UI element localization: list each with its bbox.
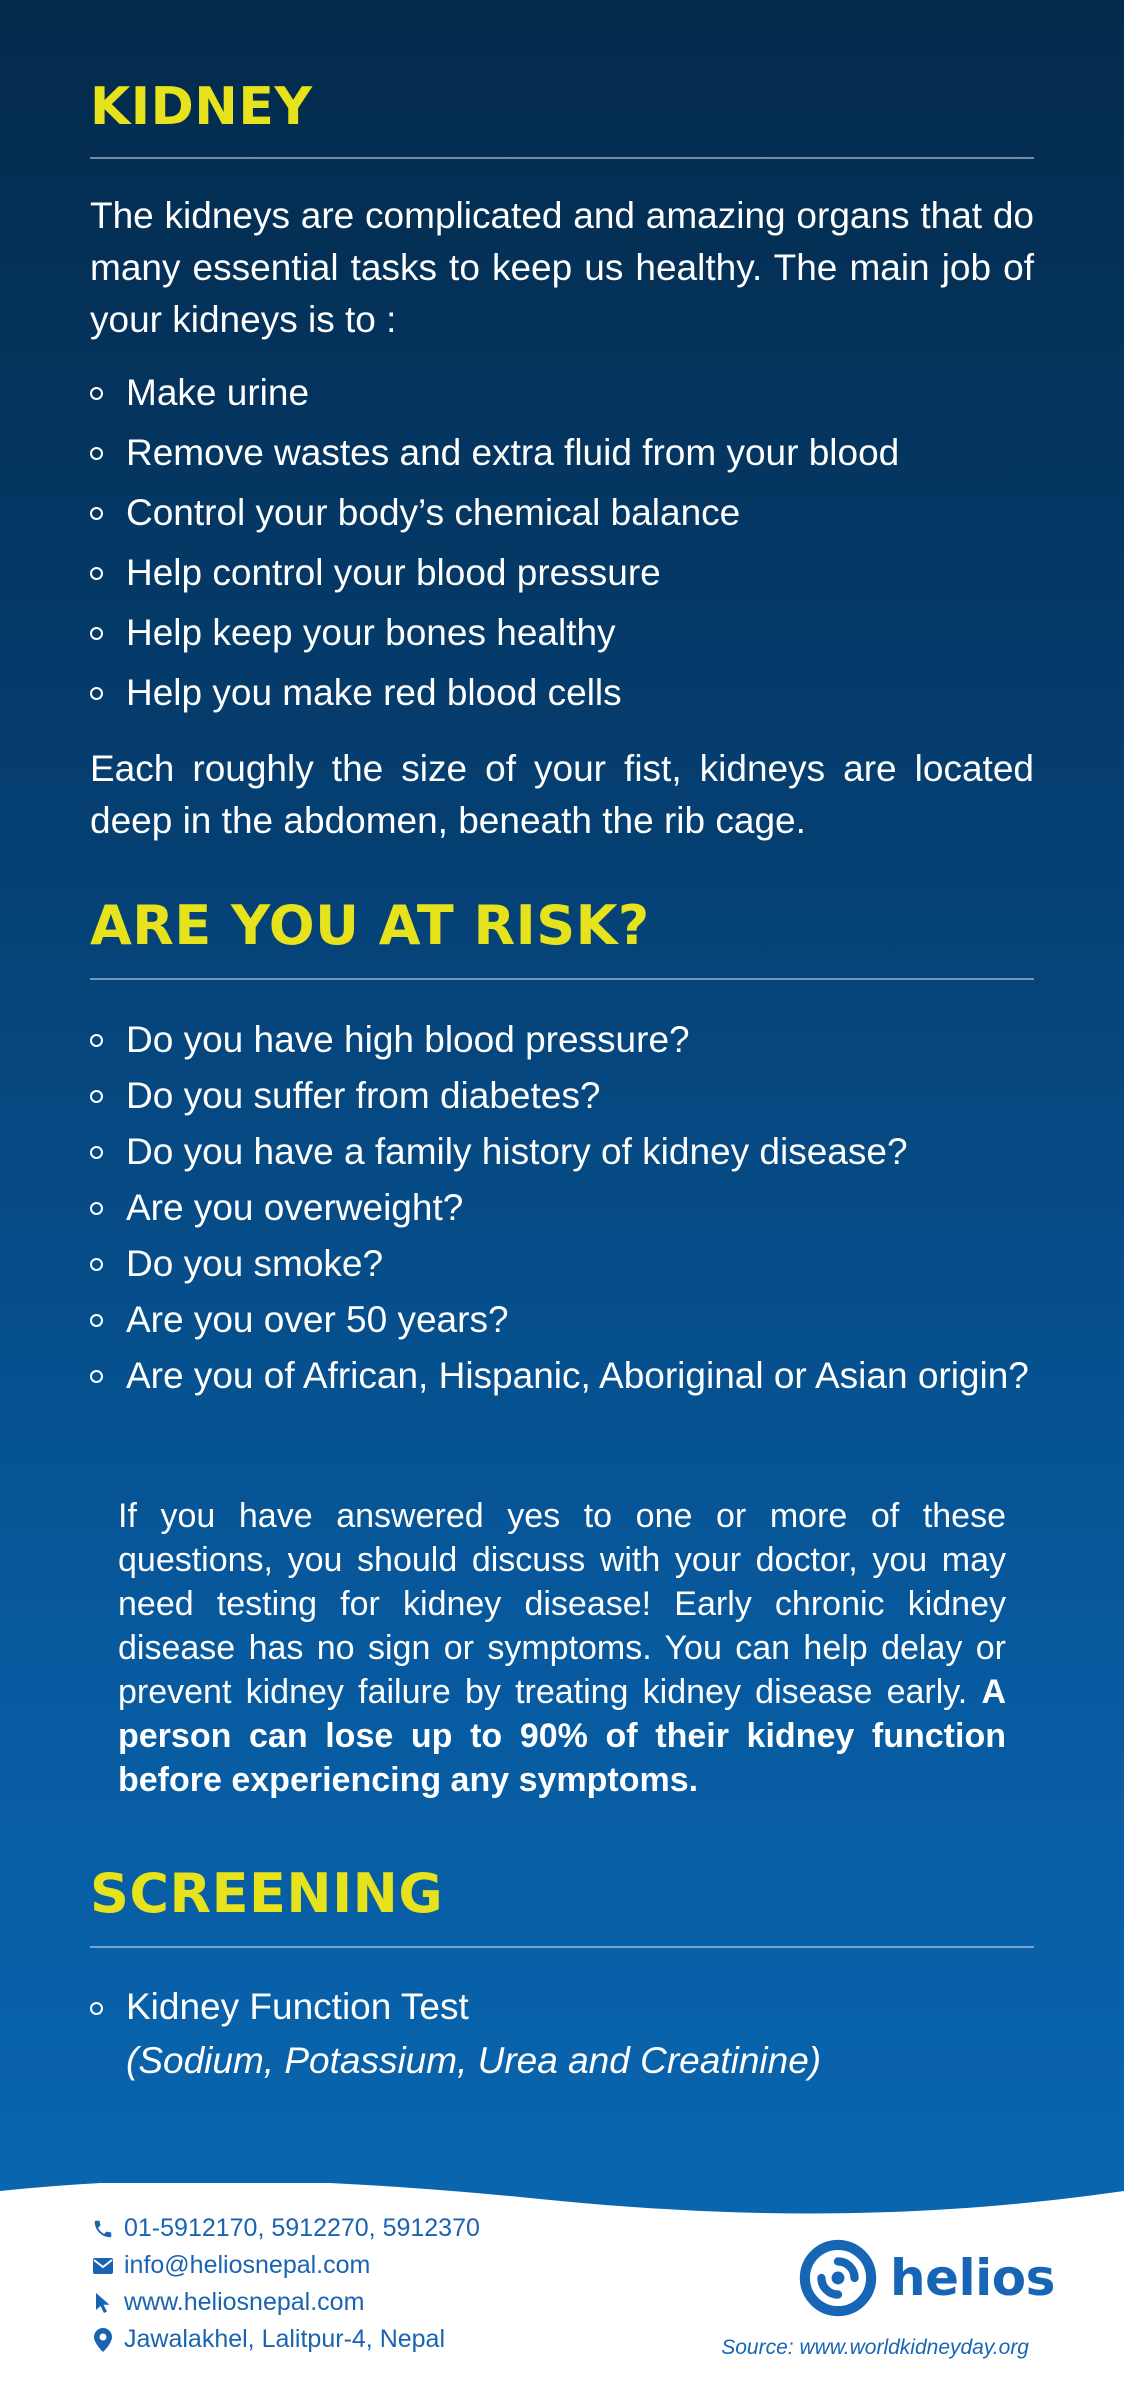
helios-swirl-icon	[792, 2232, 884, 2324]
bullet-icon	[90, 447, 103, 460]
list-item: Do you have high blood pressure?	[90, 1012, 1034, 1068]
bullet-icon	[90, 507, 103, 520]
screening-heading: SCREENING	[90, 1862, 444, 1925]
helios-logo	[792, 2232, 1055, 2324]
helios-wordmark: helios	[890, 2249, 1055, 2307]
contact-address	[90, 2321, 480, 2358]
risk-question-list	[90, 1012, 1034, 1404]
kidney-location-text: Each roughly the size of your fist, kidneys are located deep in the abdomen, beneath the rib cage.	[90, 748, 1034, 841]
bullet-icon	[90, 1034, 103, 1047]
list-item: Do you suffer from diabetes?	[90, 1068, 1034, 1124]
list-item: Help keep your bones healthy	[90, 603, 1034, 663]
kidney-task-list	[90, 363, 1034, 723]
risk-advice-emphasis: A person can lose up to 90% of their kidney function before experiencing any symptoms.	[118, 1673, 1006, 1799]
bullet-icon	[90, 1202, 103, 1215]
contact-email[interactable]	[90, 2247, 480, 2284]
email-link[interactable]: info@heliosnepal.com	[124, 2251, 371, 2279]
risk-advice-text: If you have answered yes to one or more of these questions, you should discuss with your doctor, you may need testing for kidney disease! Early chronic kidney disease has no sign or symptoms. You can help delay or prevent kidney failure by treating kidney disease early.	[118, 1497, 1006, 1711]
screening-test-name: Kidney Function Test	[126, 1986, 469, 2027]
website-link[interactable]: www.heliosnepal.com	[124, 2288, 365, 2316]
bullet-icon	[90, 567, 103, 580]
bullet-icon	[90, 687, 103, 700]
contact-info	[90, 2210, 480, 2358]
list-item: Control your body’s chemical balance	[90, 483, 1034, 543]
location-pin-icon	[90, 2327, 116, 2353]
address-text: Jawalakhel, Lalitpur-4, Nepal	[124, 2325, 446, 2353]
bullet-icon	[90, 1370, 103, 1383]
list-item: Remove wastes and extra fluid from your blood	[90, 423, 1034, 483]
list-item: Help control your blood pressure	[90, 543, 1034, 603]
list-item: Are you over 50 years?	[90, 1292, 1034, 1348]
list-item: Help you make red blood cells	[90, 663, 1034, 723]
list-item: Are you overweight?	[90, 1180, 1034, 1236]
phone-icon	[90, 2216, 116, 2242]
kidney-heading: KIDNEY	[90, 77, 313, 137]
contact-phone	[90, 2210, 480, 2247]
list-item: Do you have a family history of kidney disease?	[90, 1124, 1034, 1180]
list-item: Do you smoke?	[90, 1236, 1034, 1292]
cursor-icon	[90, 2290, 116, 2316]
bullet-icon	[90, 1314, 103, 1327]
risk-divider	[90, 978, 1034, 980]
contact-website[interactable]	[90, 2284, 480, 2321]
list-item: Make urine	[90, 363, 1034, 423]
kidney-intro: The kidneys are complicated and amazing organs that do many essential tasks to keep us healthy. The main job of your kidneys is to :	[90, 195, 1034, 340]
bullet-icon	[90, 2002, 103, 2015]
phone-text: 01-5912170, 5912270, 5912370	[124, 2214, 480, 2242]
kidney-divider	[90, 157, 1034, 159]
screening-divider	[90, 1946, 1034, 1948]
risk-advice-paragraph	[118, 1494, 1006, 1802]
risk-heading: ARE YOU AT RISK?	[90, 894, 650, 957]
list-item: Are you of African, Hispanic, Aboriginal or Asian origin?	[90, 1348, 1034, 1404]
list-item	[90, 1980, 1034, 2088]
envelope-icon	[90, 2253, 116, 2279]
bullet-icon	[90, 387, 103, 400]
screening-test-detail: (Sodium, Potassium, Urea and Creatinine)	[126, 2040, 822, 2081]
bullet-icon	[90, 1146, 103, 1159]
screening-list	[90, 1980, 1034, 2088]
bullet-icon	[90, 1258, 103, 1271]
bullet-icon	[90, 627, 103, 640]
bullet-icon	[90, 1090, 103, 1103]
source-credit: Source: www.worldkidneyday.org	[721, 2336, 1029, 2359]
